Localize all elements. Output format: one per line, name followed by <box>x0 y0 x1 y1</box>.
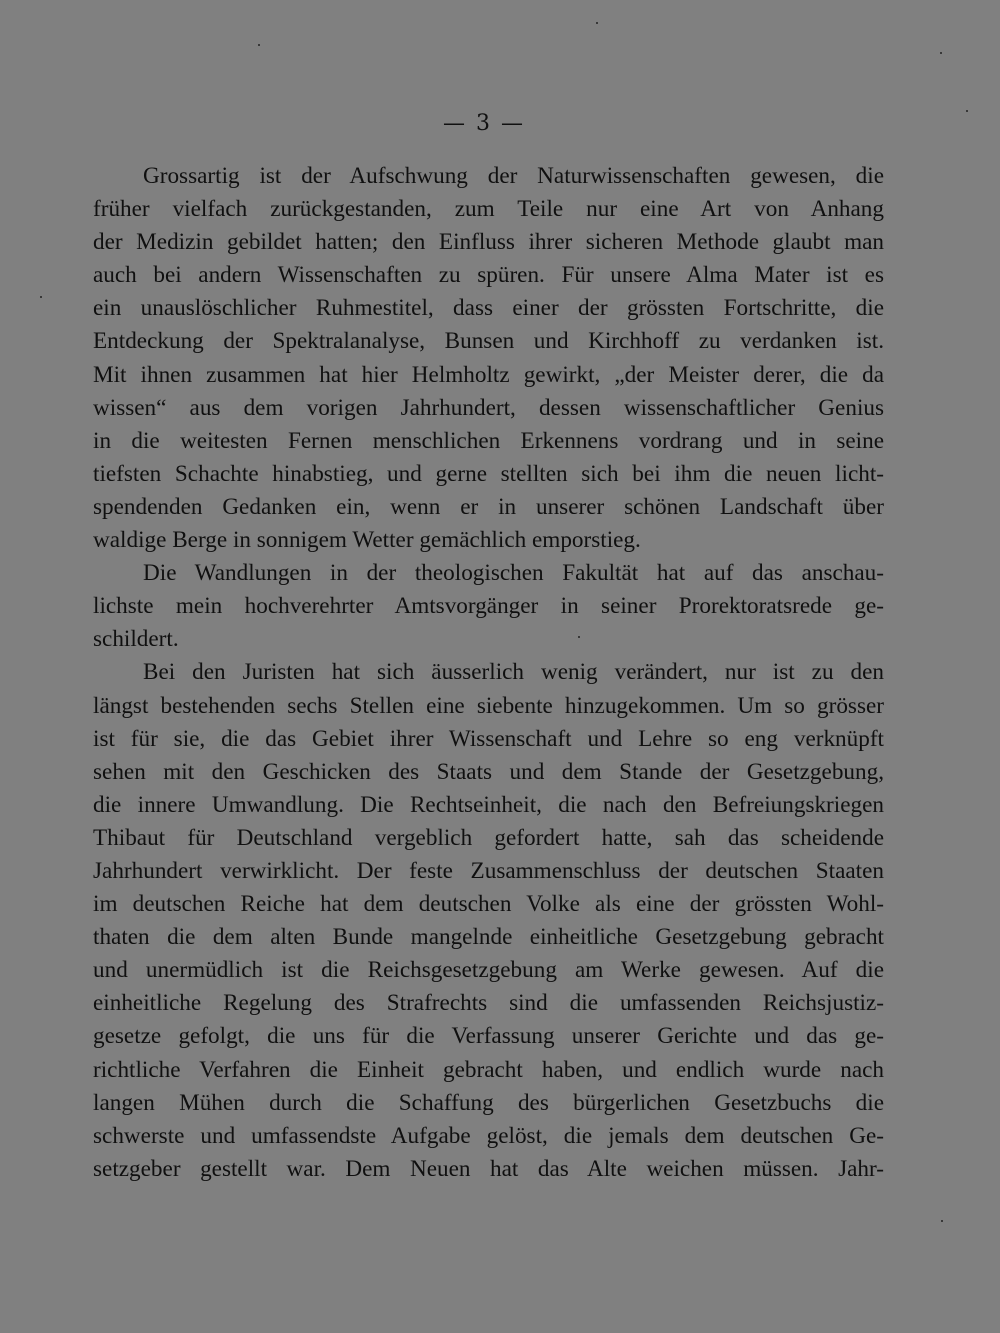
text-line: tiefsten Schachte hinabstieg, und gerne stellten sich bei ihm die neuen licht- <box>93 460 884 487</box>
text-line: in die weitesten Fernen menschlichen Erkennens vordrang und in seine <box>93 427 884 454</box>
text-line: waldige Berge in sonnigem Wetter gemächlich emporstieg. <box>93 527 641 554</box>
scan-speck <box>596 22 598 24</box>
text-line: schildert. <box>93 626 179 653</box>
scan-speck <box>966 110 968 112</box>
body-text <box>93 160 884 1186</box>
text-line: ein unauslöschlicher Ruhmestitel, dass einer der grössten Fortschritte, die <box>93 295 884 322</box>
scan-speck <box>258 44 260 46</box>
paragraph-3 <box>93 656 884 1186</box>
text-line: ist für sie, die das Gebiet ihrer Wissenschaft und Lehre so eng verknüpft <box>93 725 884 752</box>
text-line: lichste mein hochverehrter Amtsvorgänger in seiner Prorektoratsrede ge- <box>93 593 884 620</box>
text-line: und unermüdlich ist die Reichsgesetzgebung am Werke gewesen. Auf die <box>93 957 884 984</box>
text-line: schwerste und umfassendste Aufgabe gelöst, die jemals dem deutschen Ge- <box>93 1122 884 1149</box>
scan-speck <box>941 1220 943 1222</box>
text-line: Bei den Juristen hat sich äusserlich wenig verändert, nur ist zu den <box>143 659 884 686</box>
text-line: setzgeber gestellt war. Dem Neuen hat das Alte weichen müssen. Jahr- <box>93 1155 884 1182</box>
paragraph-2 <box>93 557 884 656</box>
text-line: Grossartig ist der Aufschwung der Naturwissenschaften gewesen, die <box>143 163 884 189</box>
page-number: — 3 — <box>443 111 525 136</box>
text-line: wissen“ aus dem vorigen Jahrhundert, dessen wissenschaftlicher Genius <box>93 394 884 421</box>
text-line: der Medizin gebildet hatten; den Einfluss ihrer sicheren Methode glaubt man <box>93 229 884 256</box>
text-line: sehen mit den Geschicken des Staats und dem Stande der Gesetzgebung, <box>93 758 884 785</box>
text-line: Thibaut für Deutschland vergeblich gefordert hatte, sah das scheidende <box>93 824 884 851</box>
text-line: Mit ihnen zusammen hat hier Helmholtz gewirkt, „der Meister derer, die da <box>93 361 884 388</box>
text-line: einheitliche Regelung des Strafrechts sind die umfassenden Reichsjustiz- <box>93 990 884 1017</box>
scan-speck <box>578 636 580 638</box>
text-line: längst bestehenden sechs Stellen eine siebente hinzugekommen. Um so grösser <box>93 692 884 719</box>
text-line: im deutschen Reiche hat dem deutschen Volke als eine der grössten Wohl- <box>93 891 884 918</box>
text-line: Entdeckung der Spektralanalyse, Bunsen und Kirchhoff zu verdanken ist. <box>93 328 884 355</box>
scan-speck <box>940 52 942 54</box>
text-line: gesetze gefolgt, die uns für die Verfassung unserer Gerichte und das ge- <box>93 1023 884 1050</box>
text-line: Die Wandlungen in der theologischen Fakultät hat auf das anschau- <box>143 560 884 587</box>
text-line: auch bei andern Wissenschaften zu spüren. Für unsere Alma Mater ist es <box>93 262 884 289</box>
text-line: Jahrhundert verwirklicht. Der feste Zusammenschluss der deutschen Staaten <box>93 857 884 884</box>
text-line: die innere Umwandlung. Die Rechtseinheit, die nach den Befreiungskriegen <box>93 791 884 818</box>
text-line: thaten die dem alten Bunde mangelnde einheitliche Gesetzgebung gebracht <box>93 924 884 951</box>
text-line: richtliche Verfahren die Einheit gebracht haben, und endlich wurde nach <box>93 1056 884 1083</box>
paragraph-1 <box>93 160 884 557</box>
scan-speck <box>40 296 42 298</box>
text-line: früher vielfach zurückgestanden, zum Teile nur eine Art von Anhang <box>93 196 884 223</box>
text-line: langen Mühen durch die Schaffung des bürgerlichen Gesetzbuchs die <box>93 1089 884 1116</box>
text-line: spendenden Gedanken ein, wenn er in unserer schönen Landschaft über <box>93 493 884 520</box>
